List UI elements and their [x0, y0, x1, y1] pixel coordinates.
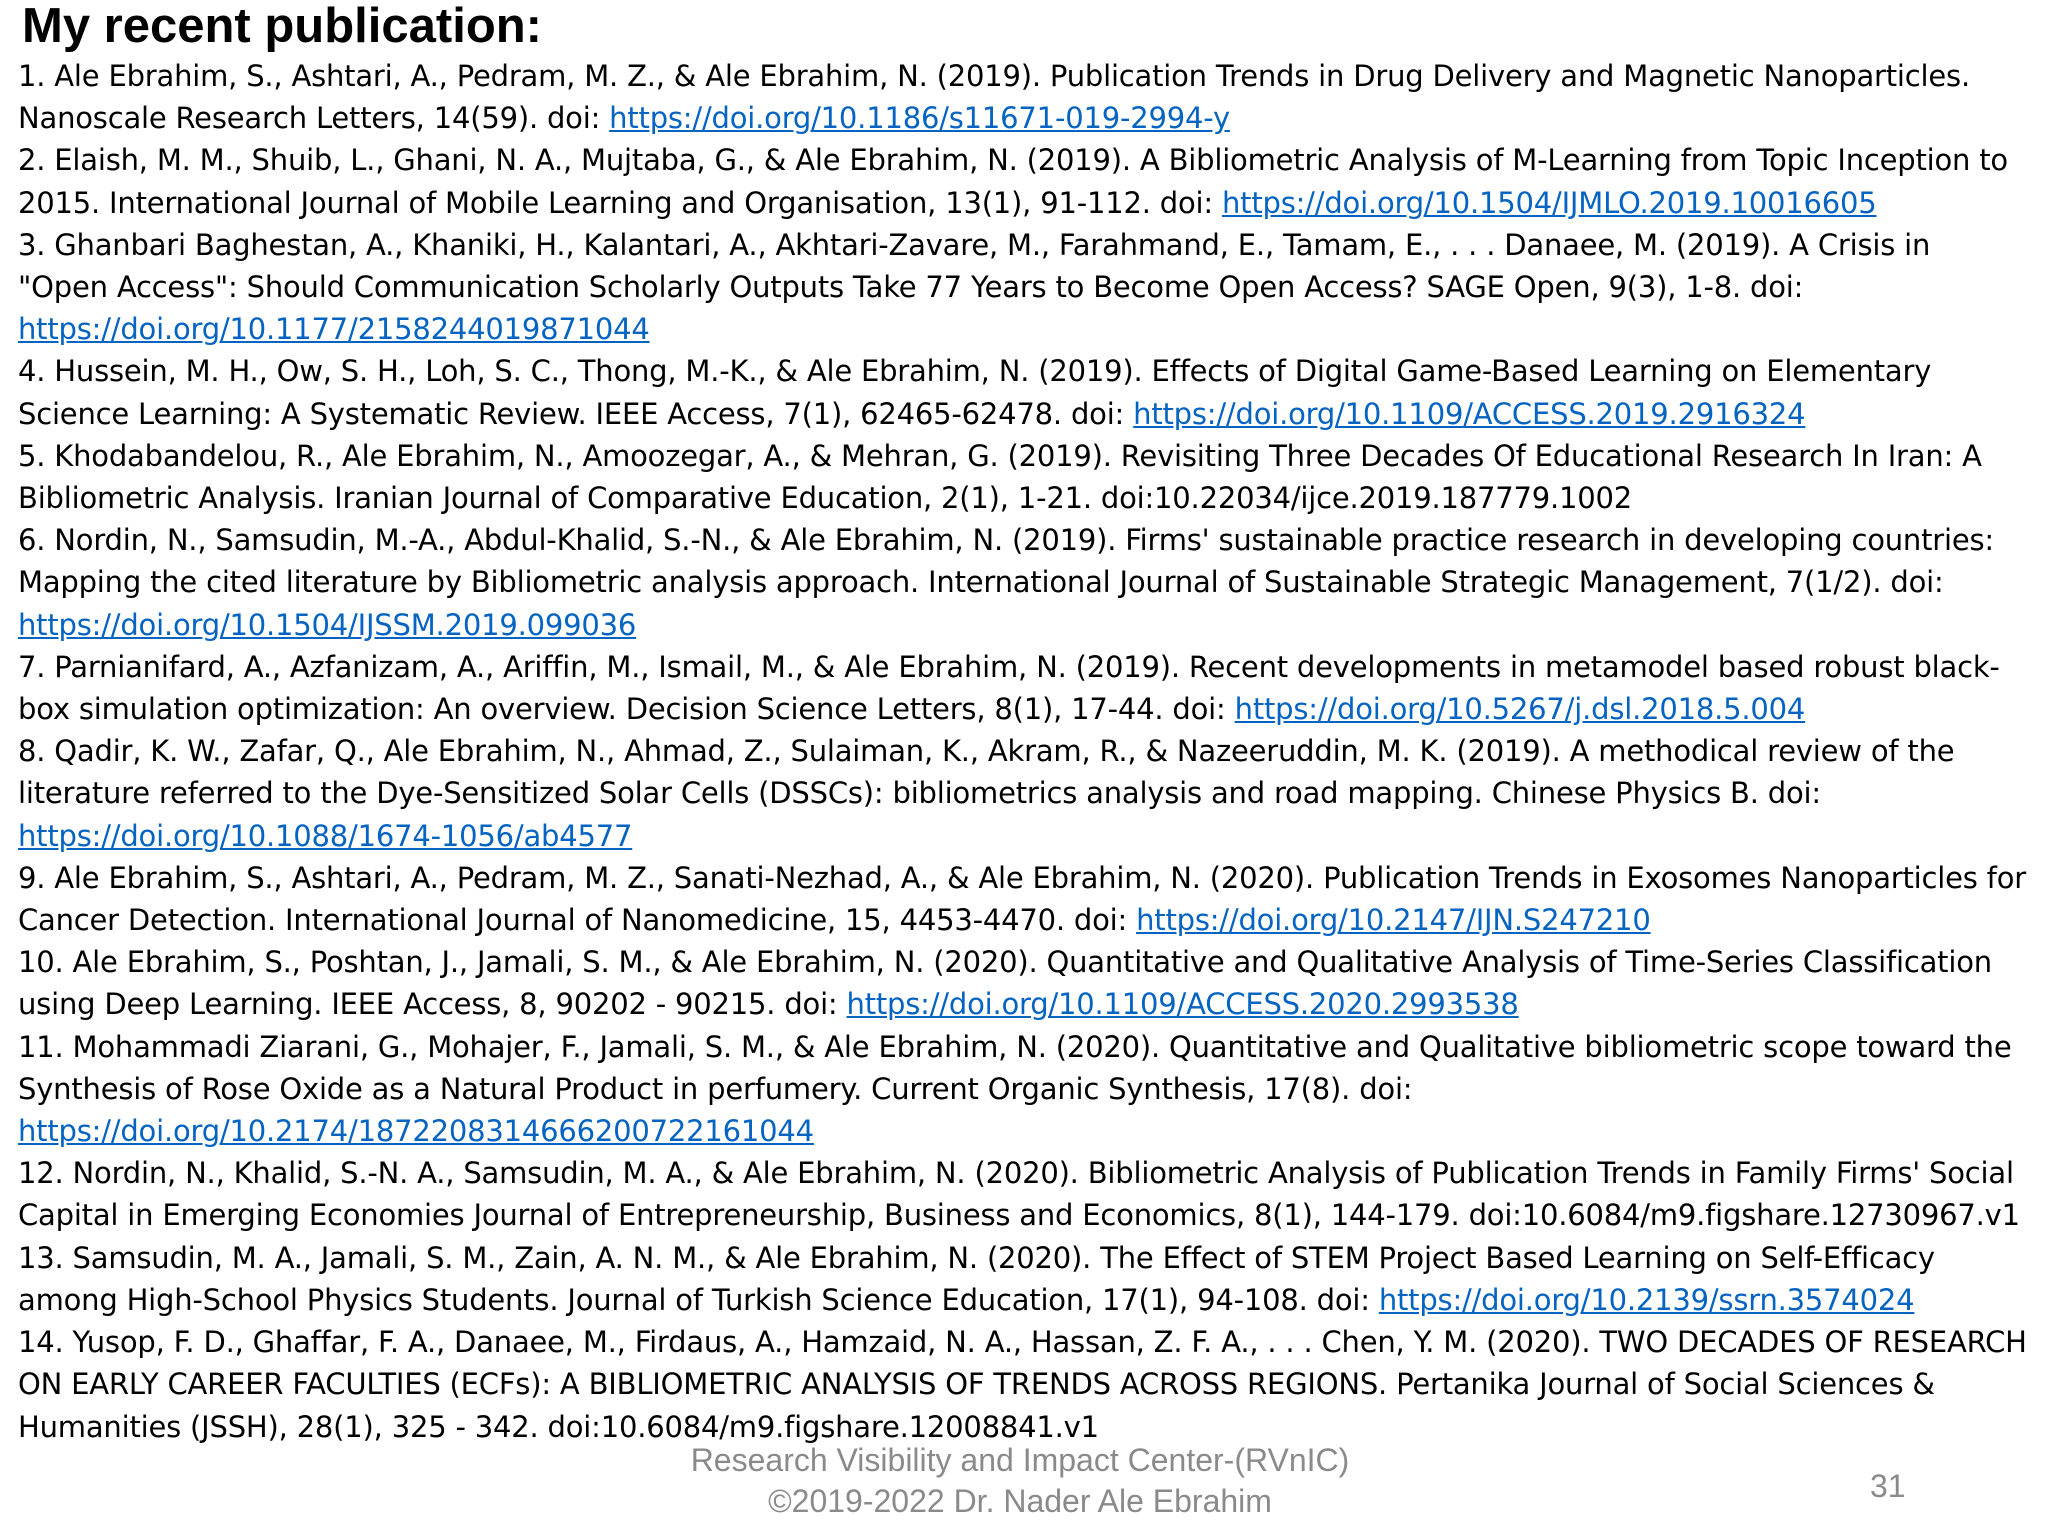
publication-item — [18, 857, 2028, 941]
page-number: 31 — [1870, 1468, 1906, 1504]
publication-doi-link[interactable]: https://doi.org/10.1504/IJSSM.2019.099036 — [18, 607, 637, 642]
publication-doi-link[interactable]: https://doi.org/10.2174/1872208314666200722161044 — [18, 1114, 814, 1149]
publication-doi-link[interactable]: https://doi.org/10.1504/IJMLO.2019.10016605 — [1221, 185, 1877, 220]
publication-item — [18, 1152, 2028, 1236]
publication-item — [18, 435, 2028, 519]
publication-item — [18, 941, 2028, 1025]
slide-title: My recent publication: — [22, 0, 543, 53]
publication-citation: 13. Samsudin, M. A., Jamali, S. M., Zain, A. N. M., & Ale Ebrahim, N. (2020). The Effect of STEM Project Based Learning on Self-Efficacy among High-School Physics Students. Journal of Turkish Science Education, 17(1), 94-108. doi: — [18, 1240, 1935, 1317]
publication-doi-link[interactable]: https://doi.org/10.2139/ssrn.3574024 — [1378, 1282, 1915, 1317]
publication-doi-link[interactable]: https://doi.org/10.2147/IJN.S247210 — [1136, 903, 1651, 938]
publication-citation: 4. Hussein, M. H., Ow, S. H., Loh, S. C., Thong, M.-K., & Ale Ebrahim, N. (2019). Effects of Digital Game-Based Learning on Elementary Science Learning: A Systematic Review. IEEE Access, 7(1), 62465-62478. doi: — [18, 354, 1932, 431]
footer-copyright: ©2019-2022 Dr. Nader Ale Ebrahim — [768, 1483, 1272, 1519]
publication-doi-link[interactable]: https://doi.org/10.1088/1674-1056/ab4577 — [18, 818, 633, 853]
publication-item — [18, 730, 2028, 857]
publication-item — [18, 1321, 2028, 1448]
publication-citation: 8. Qadir, K. W., Zafar, Q., Ale Ebrahim, N., Ahmad, Z., Sulaiman, K., Akram, R., & Nazeeruddin, M. K. (2019). A methodical review of the literature referred to the Dye-Sensitized Solar Cells (DSSCs): bibliometrics analysis and road mapping. Chinese Physics B. doi: — [18, 734, 1955, 811]
publication-citation: 1. Ale Ebrahim, S., Ashtari, A., Pedram, M. Z., & Ale Ebrahim, N. (2019). Publication Trends in Drug Delivery and Magnetic Nanoparticles. Nanoscale Research Letters, 14(59). doi: — [18, 59, 1970, 136]
publication-list — [18, 55, 2028, 1448]
publication-doi-link[interactable]: https://doi.org/10.1177/2158244019871044 — [18, 312, 650, 347]
publication-item — [18, 1026, 2028, 1153]
publication-item — [18, 55, 2028, 139]
publication-citation: 11. Mohammadi Ziarani, G., Mohajer, F., Jamali, S. M., & Ale Ebrahim, N. (2020). Quantitative and Qualitative bibliometric scope toward the Synthesis of Rose Oxide as a Natural Product in perfumery. Current Organic Synthesis, 17(8). doi: — [18, 1029, 2012, 1106]
publication-citation: 14. Yusop, F. D., Ghaffar, F. A., Danaee, M., Firdaus, A., Hamzaid, N. A., Hassan, Z. F. A., . . . Chen, Y. M. (2020). TWO DECADES OF RESEARCH ON EARLY CAREER FACULTIES (ECFs): A BIBLIOMETRIC ANALYSIS OF TRENDS ACROSS REGIONS. Pertanika Journal of Social Sciences & Humanities (JSSH), 28(1), 325 - 342. doi:10.6084/m9.figshare.12008841.v1 — [18, 1325, 2027, 1444]
publication-citation: 6. Nordin, N., Samsudin, M.-A., Abdul-Khalid, S.-N., & Ale Ebrahim, N. (2019). Firms' sustainable practice research in developing countries: Mapping the cited literature by Bibliometric analysis approach. International Journal of Sustainable Strategic Management, 7(1/2). doi: — [18, 523, 1994, 600]
publication-doi-link[interactable]: https://doi.org/10.1109/ACCESS.2019.2916324 — [1133, 396, 1806, 431]
publication-item — [18, 519, 2028, 646]
footer-organization: Research Visibility and Impact Center-(RVnIC) — [690, 1442, 1350, 1478]
publication-citation: 3. Ghanbari Baghestan, A., Khaniki, H., Kalantari, A., Akhtari-Zavare, M., Farahmand, E., Tamam, E., . . . Danaee, M. (2019). A Crisis in "Open Access": Should Communication Scholarly Outputs Take 77 Years to Become Open Access? SAGE Open, 9(3), 1-8. doi: — [18, 227, 1931, 305]
publication-citation: 10. Ale Ebrahim, S., Poshtan, J., Jamali, S. M., & Ale Ebrahim, N. (2020). Quantitative and Qualitative Analysis of Time-Series Classification using Deep Learning. IEEE Access, 8, 90202 - 90215. doi: — [18, 945, 1992, 1022]
publication-citation: 9. Ale Ebrahim, S., Ashtari, A., Pedram, M. Z., Sanati-Nezhad, A., & Ale Ebrahim, N. (2020). Publication Trends in Exosomes Nanoparticles for Cancer Detection. International Journal of Nanomedicine, 15, 4453-4470. doi: — [18, 860, 2026, 938]
publication-doi-link[interactable]: https://doi.org/10.5267/j.dsl.2018.5.004 — [1234, 692, 1806, 727]
publication-citation: 12. Nordin, N., Khalid, S.-N. A., Samsudin, M. A., & Ale Ebrahim, N. (2020). Bibliometric Analysis of Publication Trends in Family Firms' Social Capital in Emerging Economies Journal of Entrepreneurship, Business and Economics, 8(1), 144-179. doi:10.6084/m9.figshare.12730967.v1 — [18, 1156, 2020, 1233]
publication-item — [18, 224, 2028, 351]
publication-item — [18, 350, 2028, 434]
publication-citation: 2. Elaish, M. M., Shuib, L., Ghani, N. A., Mujtaba, G., & Ale Ebrahim, N. (2019). A Bibliometric Analysis of M-Learning from Topic Inception to 2015. International Journal of Mobile Learning and Organisation, 13(1), 91-112. doi: — [18, 143, 2008, 220]
slide-footer — [560, 1440, 1480, 1522]
publication-item — [18, 646, 2028, 730]
publication-citation: 7. Parnianifard, A., Azfanizam, A., Ariffin, M., Ismail, M., & Ale Ebrahim, N. (2019). Recent developments in metamodel based robust black-box simulation optimization: An overview. Decision Science Letters, 8(1), 17-44. doi: — [18, 649, 2000, 727]
publication-item — [18, 1237, 2028, 1321]
publication-citation: 5. Khodabandelou, R., Ale Ebrahim, N., Amoozegar, A., & Mehran, G. (2019). Revisiting Three Decades Of Educational Research In Iran: A Bibliometric Analysis. Iranian Journal of Comparative Education, 2(1), 1-21. doi:10.22034/ijce.2019.187779.1002 — [18, 438, 1982, 516]
publication-doi-link[interactable]: https://doi.org/10.1109/ACCESS.2020.2993538 — [846, 987, 1519, 1022]
publication-doi-link[interactable]: https://doi.org/10.1186/s11671-019-2994-y — [609, 101, 1230, 136]
publication-item — [18, 139, 2028, 223]
